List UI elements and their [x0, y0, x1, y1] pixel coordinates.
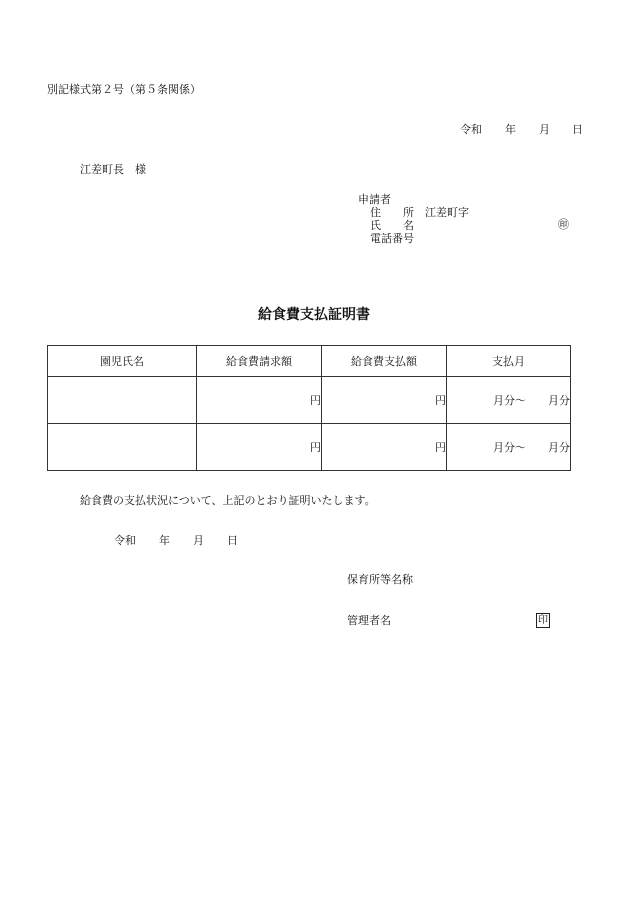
facility-name-label: 保育所等名称	[347, 573, 413, 586]
cell-payment-period[interactable]: 月分～ 月分	[447, 377, 571, 424]
manager-seal-box: 印	[538, 615, 548, 626]
cell-child-name[interactable]	[48, 424, 197, 471]
applicant-seal-mark: ㊞	[558, 218, 569, 231]
header-date-era: 令和	[460, 123, 482, 136]
cell-child-name[interactable]	[48, 377, 197, 424]
applicant-address-value: 江差町字	[425, 206, 469, 219]
header-date-month: 月	[539, 123, 550, 136]
table-header-row	[48, 346, 571, 377]
header-billed-amount: 給食費請求額	[197, 346, 322, 377]
addressee: 江差町長 様	[80, 163, 146, 176]
header-child-name: 園児氏名	[48, 346, 197, 377]
certification-text: 給食費の支払状況について、上記のとおり証明いたします。	[80, 494, 376, 507]
header-payment-month: 支払月	[447, 346, 571, 377]
table-row	[48, 424, 571, 471]
cert-date-month: 月	[193, 534, 204, 547]
manager-name-label: 管理者名	[347, 614, 391, 627]
applicant-address-label: 住 所	[370, 206, 414, 219]
cert-date-year: 年	[159, 534, 170, 547]
document-title: 給食費支払証明書	[258, 307, 370, 323]
header-date-day: 日	[572, 123, 583, 136]
cert-date-day: 日	[227, 534, 238, 547]
cell-billed-amount[interactable]: 円	[197, 377, 322, 424]
cell-paid-amount[interactable]: 円	[322, 424, 447, 471]
applicant-phone-label: 電話番号	[370, 232, 414, 245]
payment-table	[47, 345, 571, 471]
cert-date-era: 令和	[114, 534, 136, 547]
header-paid-amount: 給食費支払額	[322, 346, 447, 377]
cell-payment-period[interactable]: 月分～ 月分	[447, 424, 571, 471]
applicant-name-label: 氏 名	[370, 219, 414, 232]
header-date-year: 年	[505, 123, 516, 136]
form-reference: 別記様式第２号（第５条関係）	[47, 83, 201, 96]
table-row	[48, 377, 571, 424]
cell-paid-amount[interactable]: 円	[322, 377, 447, 424]
cell-billed-amount[interactable]: 円	[197, 424, 322, 471]
applicant-heading: 申請者	[358, 193, 391, 206]
